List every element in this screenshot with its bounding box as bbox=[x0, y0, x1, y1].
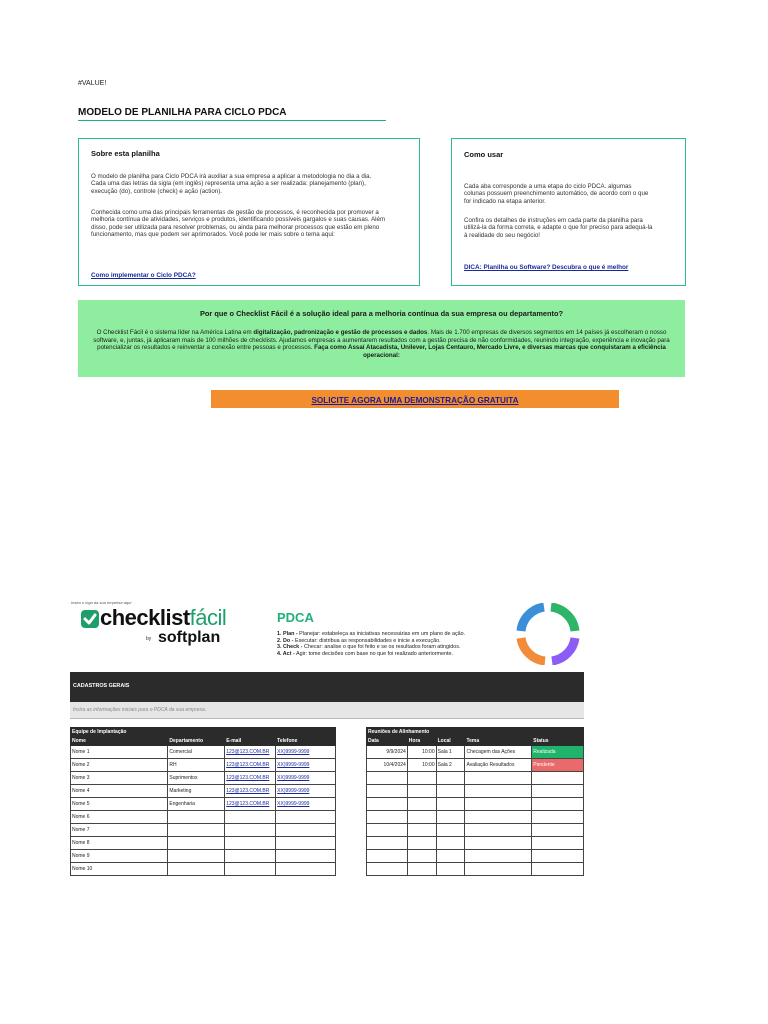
team-row bbox=[71, 824, 336, 837]
meeting-cell-date: 9/9/2024 bbox=[367, 746, 408, 759]
meeting-cell-time bbox=[407, 837, 436, 850]
team-cell-name: Nome 7 bbox=[71, 824, 168, 837]
meeting-cell-place bbox=[436, 772, 465, 785]
meeting-cell-place bbox=[436, 811, 465, 824]
meeting-cell-place bbox=[436, 837, 465, 850]
meeting-cell-date bbox=[367, 824, 408, 837]
team-cell-phone[interactable] bbox=[276, 863, 336, 876]
howto-card bbox=[451, 138, 686, 286]
team-cell-email[interactable]: 123@123.COM.BR bbox=[225, 798, 276, 811]
pdca-list bbox=[277, 631, 465, 657]
pdca-item: 1. Plan - Planejar: estabeleça as iniciativas necessárias em um plano de ação. bbox=[277, 631, 466, 637]
meeting-cell-topic bbox=[465, 798, 532, 811]
team-cell-department: RH bbox=[168, 759, 225, 772]
pdca-title: PDCA bbox=[277, 610, 314, 625]
team-cell-email[interactable] bbox=[225, 863, 276, 876]
meeting-row bbox=[367, 772, 584, 785]
softplan-logo-text: softplan bbox=[158, 629, 221, 646]
meeting-cell-date bbox=[367, 811, 408, 824]
meeting-cell-status bbox=[532, 824, 584, 837]
demo-cta-button[interactable] bbox=[211, 390, 619, 408]
team-row bbox=[71, 863, 336, 876]
meetings-table bbox=[366, 727, 584, 876]
meeting-cell-time bbox=[407, 811, 436, 824]
team-cell-name: Nome 8 bbox=[71, 837, 168, 850]
promo-box bbox=[78, 300, 685, 377]
team-cell-name: Nome 4 bbox=[71, 785, 168, 798]
meeting-cell-status bbox=[532, 837, 584, 850]
checklist-logo-text: checklistfácil bbox=[100, 605, 227, 630]
meetings-col-tema: Tema bbox=[465, 737, 532, 746]
team-cell-phone[interactable] bbox=[276, 850, 336, 863]
meeting-cell-time bbox=[407, 863, 436, 876]
team-heading: Equipe de Implantação bbox=[71, 728, 336, 737]
meeting-cell-time bbox=[407, 850, 436, 863]
meeting-cell-place: Sala 2 bbox=[436, 759, 465, 772]
team-cell-phone[interactable]: XX)9999-9999 bbox=[276, 746, 336, 759]
team-cell-phone[interactable]: XX)9999-9999 bbox=[276, 785, 336, 798]
meetings-heading: Reuniões de Alinhamento bbox=[367, 728, 584, 737]
about-heading: Sobre esta planilha bbox=[91, 149, 160, 158]
team-cell-name: Nome 1 bbox=[71, 746, 168, 759]
error-cell: #VALUE! bbox=[78, 80, 107, 87]
meeting-cell-place bbox=[436, 785, 465, 798]
team-row bbox=[71, 798, 336, 811]
meeting-cell-topic: Checagem das Ações bbox=[465, 746, 532, 759]
meeting-cell-status bbox=[532, 863, 584, 876]
meeting-cell-topic bbox=[465, 811, 532, 824]
pdca-item: 4. Act - Agir: tome decisões com base no que foi realizado anteriormente. bbox=[277, 650, 453, 657]
team-cell-name: Nome 6 bbox=[71, 811, 168, 824]
meeting-cell-place bbox=[436, 850, 465, 863]
meetings-col-status: Status bbox=[532, 737, 584, 746]
meeting-row bbox=[367, 798, 584, 811]
meeting-cell-topic bbox=[465, 863, 532, 876]
meeting-cell-status bbox=[532, 785, 584, 798]
team-cell-department: Marketing bbox=[168, 785, 225, 798]
meeting-cell-date bbox=[367, 785, 408, 798]
team-row bbox=[71, 811, 336, 824]
meeting-cell-place bbox=[436, 824, 465, 837]
meeting-cell-place bbox=[436, 863, 465, 876]
team-cell-department bbox=[168, 837, 225, 850]
team-cell-phone[interactable]: XX)9999-9999 bbox=[276, 772, 336, 785]
meeting-cell-time bbox=[407, 798, 436, 811]
team-cell-name: Nome 3 bbox=[71, 772, 168, 785]
team-row bbox=[71, 850, 336, 863]
team-cell-email[interactable] bbox=[225, 811, 276, 824]
team-cell-department: Suprimentos bbox=[168, 772, 225, 785]
meeting-cell-status bbox=[532, 811, 584, 824]
team-col-departamento: Departamento bbox=[168, 737, 225, 746]
meeting-cell-topic bbox=[465, 824, 532, 837]
team-cell-email[interactable] bbox=[225, 837, 276, 850]
meeting-row bbox=[367, 746, 584, 759]
meeting-cell-date bbox=[367, 798, 408, 811]
about-link[interactable]: Como implementar o Ciclo PDCA? bbox=[91, 272, 196, 279]
team-row bbox=[71, 746, 336, 759]
team-col-telefone: Telefone bbox=[276, 737, 336, 746]
logo-by: by bbox=[146, 636, 152, 642]
team-row bbox=[71, 759, 336, 772]
meeting-cell-time: 10:00 bbox=[407, 759, 436, 772]
team-cell-department bbox=[168, 850, 225, 863]
meeting-cell-time bbox=[407, 785, 436, 798]
team-row bbox=[71, 785, 336, 798]
team-cell-phone[interactable] bbox=[276, 837, 336, 850]
meeting-cell-topic bbox=[465, 837, 532, 850]
meeting-cell-date bbox=[367, 863, 408, 876]
howto-link[interactable]: DICA: Planilha ou Software? Descubra o que é melhor bbox=[464, 264, 629, 271]
team-row bbox=[71, 837, 336, 850]
meeting-cell-date bbox=[367, 837, 408, 850]
meeting-cell-topic bbox=[465, 850, 532, 863]
meeting-cell-date bbox=[367, 850, 408, 863]
section-header: CADASTROS GERAIS bbox=[70, 672, 584, 702]
meeting-row bbox=[367, 837, 584, 850]
meeting-cell-date bbox=[367, 772, 408, 785]
promo-title: Por que o Checklist Fácil é a solução ideal para a melhoria contínua da sua empresa ou departamento? bbox=[199, 309, 564, 318]
page-title: MODELO DE PLANILHA PARA CICLO PDCA bbox=[78, 107, 287, 118]
checklist-logo-icon bbox=[80, 609, 100, 629]
pdca-cycle-icon bbox=[515, 603, 581, 665]
meeting-cell-place: Sala 1 bbox=[436, 746, 465, 759]
team-cell-email[interactable]: 123@123.COM.BR bbox=[225, 772, 276, 785]
meeting-cell-time bbox=[407, 824, 436, 837]
team-cell-name: Nome 10 bbox=[71, 863, 168, 876]
meeting-cell-status bbox=[532, 772, 584, 785]
meetings-col-local: Local bbox=[436, 737, 465, 746]
meeting-cell-place bbox=[436, 798, 465, 811]
meeting-cell-time: 10:00 bbox=[407, 746, 436, 759]
meeting-row bbox=[367, 759, 584, 772]
meeting-row bbox=[367, 824, 584, 837]
team-row bbox=[71, 772, 336, 785]
meeting-cell-status bbox=[532, 850, 584, 863]
team-cell-department: Comercial bbox=[168, 746, 225, 759]
howto-heading: Como usar bbox=[464, 150, 504, 159]
team-cell-phone[interactable] bbox=[276, 811, 336, 824]
team-cell-department bbox=[168, 824, 225, 837]
meeting-cell-topic bbox=[465, 785, 532, 798]
team-cell-department bbox=[168, 811, 225, 824]
demo-cta-label[interactable]: SOLICITE AGORA UMA DEMONSTRAÇÃO GRATUITA bbox=[311, 396, 519, 405]
howto-paragraph-1: Cada aba corresponde a uma etapa do ciclo PDCA. algumas colunas possuem preenchimento automático, de acordo com o que for indicado na etapa anterior. bbox=[464, 183, 649, 205]
meeting-row bbox=[367, 785, 584, 798]
team-col-email: E-mail bbox=[225, 737, 276, 746]
about-paragraph-1: O modelo de planilha para Ciclo PDCA irá auxiliar a sua empresa a aplicar a metodologia no dia a dia. Cada uma das letras da sigla (em inglês) representa uma ação a ser realizada: planejamento (plan), execução (do), controle (check) e ação (action). bbox=[91, 173, 372, 195]
team-col-nome: Nome bbox=[71, 737, 168, 746]
meeting-cell-status bbox=[532, 798, 584, 811]
meeting-cell-time bbox=[407, 772, 436, 785]
team-cell-name: Nome 5 bbox=[71, 798, 168, 811]
team-cell-email[interactable] bbox=[225, 824, 276, 837]
meeting-cell-status: Realizada bbox=[532, 746, 584, 759]
team-cell-phone[interactable]: XX)9999-9999 bbox=[276, 798, 336, 811]
team-cell-name: Nome 2 bbox=[71, 759, 168, 772]
team-cell-name: Nome 9 bbox=[71, 850, 168, 863]
meetings-col-data: Data bbox=[367, 737, 408, 746]
about-card bbox=[78, 138, 420, 286]
meeting-cell-topic: Avaliação Resultados bbox=[465, 759, 532, 772]
meeting-cell-topic bbox=[465, 772, 532, 785]
team-cell-department: Engenharia bbox=[168, 798, 225, 811]
team-cell-email[interactable] bbox=[225, 850, 276, 863]
logo-hint: Insira o logo da sua empresa aqui bbox=[71, 600, 132, 605]
team-cell-department bbox=[168, 863, 225, 876]
meeting-row bbox=[367, 850, 584, 863]
pdca-item: 2. Do - Executar: distribua as responsabilidades e inicie a execução. bbox=[277, 637, 441, 644]
meeting-cell-date: 10/4/2024 bbox=[367, 759, 408, 772]
meeting-row bbox=[367, 811, 584, 824]
meeting-cell-status: Pendente bbox=[532, 759, 584, 772]
meetings-col-hora: Hora bbox=[407, 737, 436, 746]
team-cell-email[interactable]: 123@123.COM.BR bbox=[225, 759, 276, 772]
team-cell-phone[interactable] bbox=[276, 824, 336, 837]
about-paragraph-2: Conhecida como uma das principais ferramentas de gestão de processos, é reconhecida por promover a melhoria contínua de atividades, serviços e produtos, identificando possíveis gargalos e suas causas. Além disso, pode ser utilizada para resolver problemas, ou ainda para melhorar processos que estão em pleno funcionamento, mas que podem ser aprimorados. Você pode ler mais sobre o tema aqui: bbox=[91, 209, 386, 239]
promo-text: O Checklist Fácil é o sistema líder na América Latina em digitalização, padronização e gestão de processos e dados. Mais de 1.700 empresas de diversos segmentos em 14 países já escolheram o nosso software, e, juntas, já aplicaram mais de 100 milhões de checklists. Ajudamos empresas a aumentarem resultados com a gestão precisa de não conformidades, reunindo integração, experiência e inovação para potencializar os resultados e reinventar a conexão entre pessoas e processos. Faça como Assaí Atacadista, Unilever, Lojas Centauro, Mercado Livre, e diversas marcas que conquistaram a eficiência operacional: bbox=[93, 329, 670, 359]
pdca-item: 3. Check - Checar: analise o que foi feito e se os resultados foram atingidos. bbox=[277, 644, 461, 651]
team-table bbox=[70, 727, 336, 876]
section-subtitle: Insira as informações iniciais para o PDCA da sua empresa. bbox=[70, 702, 584, 719]
team-cell-email[interactable]: 123@123.COM.BR bbox=[225, 785, 276, 798]
howto-paragraph-2: Confira os detalhes de instruções em cada parte da planilha para utilizá-la da forma correta, e adapte o que for preciso para adequá-la à realidade do seu negócio! bbox=[464, 217, 653, 239]
meeting-row bbox=[367, 863, 584, 876]
title-underline bbox=[78, 120, 386, 121]
team-cell-email[interactable]: 123@123.COM.BR bbox=[225, 746, 276, 759]
team-cell-phone[interactable]: XX)9999-9999 bbox=[276, 759, 336, 772]
